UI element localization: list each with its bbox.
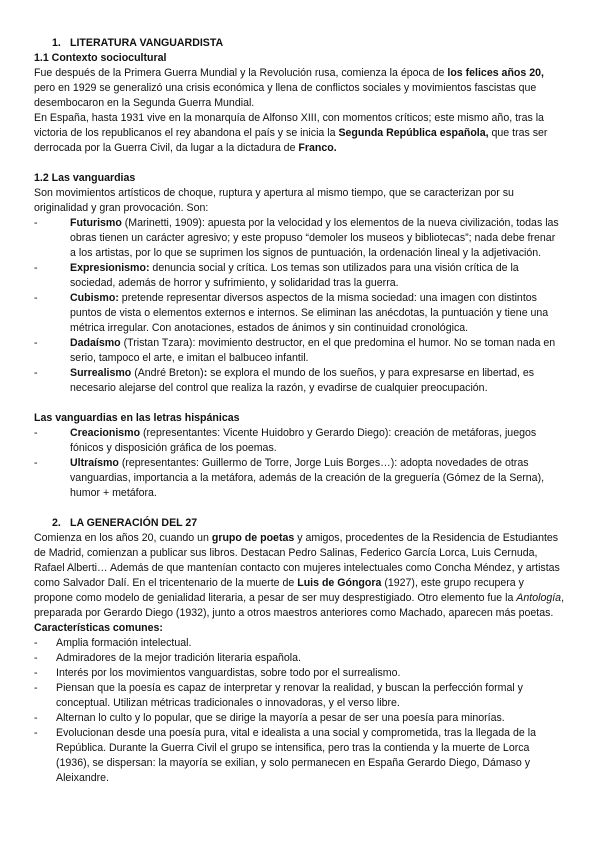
document-page [34,36,564,786]
paragraph-generacion-27: Comienza en los años 20, cuando un grupo de poetas y amigos, procedentes de la Residencia de Estudiantes de Madrid, comienzan a publicar sus libros. Destacan Pedro Salinas, Federico García Lorca, Luis Cernuda, Rafael Alberti… Además de que mantenían contacto con mujeres intelectuales como Concha Méndez, y artistas como Salvador Dalí. En el tricentenario de la muerte de Luis de Góngora (1927), este grupo recupera y propone como modelo de genialidad literaria, a pesar de ser muy desprestigiado. Otro elemento fue la Antología, preparada por Gerardo Diego (1932), junto a otros maestros anteriores como Machado, aparecen más poetas. Características comunes: [34,532,565,634]
subheading-contexto: 1.1 Contexto sociocultural [34,52,167,64]
vanguardias-list [34,216,564,396]
list-item: - Piensan que la poesía es capaz de interpretar y renovar la realidad, y buscan la perfección formal y conceptual. Utilizan métricas tradicionales o innovadoras, y el verso libre. [34,681,564,711]
list-item-expresionismo: - Expresionismo: denuncia social y crítica. Los temas son utilizados para una visión crítica de la sociedad, además de horror y sufrimiento, y solidaridad tras la guerra. [34,261,564,291]
list-item-surrealismo: - Surrealismo (André Breton): se explora el mundo de los sueños, y para expresarse en libertad, es necesario alejarse del control que realiza la razón, y evadirse de cualquier preocupación. [34,366,564,396]
list-item: - Admiradores de la mejor tradición literaria española. [34,651,564,666]
list-item: - Interés por los movimientos vanguardistas, sobre todo por el surrealismo. [34,666,564,681]
section-1-heading: 1. LITERATURA VANGUARDISTA [52,37,224,49]
list-item: - Evolucionan desde una poesía pura, vital e idealista a una social y comprometida, tras la llegada de la República. Durante la Guerra Civil el grupo se intensifica, pero tras la contienda y la muerte de Lorca (1936), se dispersan: la mayoría se exilian, y solo permanecen en España Gerardo Diego, Dámaso y Aleixandre. [34,726,564,786]
subheading-letras-hispanicas: Las vanguardias en las letras hispánicas [34,412,240,424]
subheading-vanguardias: 1.2 Las vanguardias [34,172,136,184]
hispanicas-list [34,426,564,501]
list-item: - Amplia formación intelectual. [34,636,564,651]
list-item-ultraismo: - Ultraísmo (representantes: Guillermo de Torre, Jorge Luis Borges…): adopta novedades de otras vanguardias, importancia a la metáfora, además de la creación de la greguería (Gómez de la Serna), humor + metáfora. [34,456,564,501]
caracteristicas-list [34,636,564,786]
list-item: - Alternan lo culto y lo popular, que se dirige la mayoría a pesar de ser una poesía para minorías. [34,711,564,726]
paragraph-vanguardias: Son movimientos artísticos de choque, ruptura y apertura al mismo tiempo, que se caracterizan por su originalidad y gran provocación. Son: [34,187,514,214]
list-item-dadaismo: - Dadaísmo (Tristan Tzara): movimiento destructor, en el que predomina el humor. No se toman nada en serio, tampoco el arte, e imitan el balbuceo infantil. [34,336,564,366]
list-item-cubismo: - Cubismo: pretende representar diversos aspectos de la misma sociedad: una imagen con distintos puntos de vista o elementos externos e internos. Se eliminan las anécdotas, la puntuación y tiene una métrica irregular. Con anotaciones, estados de ánimos y sin continuidad cronológica. [34,291,564,336]
paragraph-contexto-1: Fue después de la Primera Guerra Mundial y la Revolución rusa, comienza la época de los felices años 20, pero en 1929 se generalizó una crisis económica y llena de conflictos sociales y movimientos fascistas que desembocaron en la Segunda Guerra Mundial. [34,67,544,109]
section-2-heading: 2. LA GENERACIÓN DEL 27 [52,517,198,529]
list-item-futurismo: - Futurismo (Marinetti, 1909): apuesta por la velocidad y los elementos de la nueva civilización, todas las obras tienen un carácter agresivo; y este propuso “demoler los museos y bibliotecas”; nada debe frenar a los artistas, por lo que se suprimen los signos de puntuación, la ordenación lineal y la adjetivación. [34,216,564,261]
paragraph-contexto-2: En España, hasta 1931 vive en la monarquía de Alfonso XIII, con momentos críticos; este mismo año, tras la victoria de los republicanos el rey abandona el país y se inicia la Segunda República española, que tras ser derrocada por la Guerra Civil, da lugar a la dictadura de Franco. [34,112,548,154]
list-item-creacionismo: - Creacionismo (representantes: Vicente Huidobro y Gerardo Diego): creación de metáforas, juegos fónicos y disposición gráfica de los poemas. [34,426,564,456]
